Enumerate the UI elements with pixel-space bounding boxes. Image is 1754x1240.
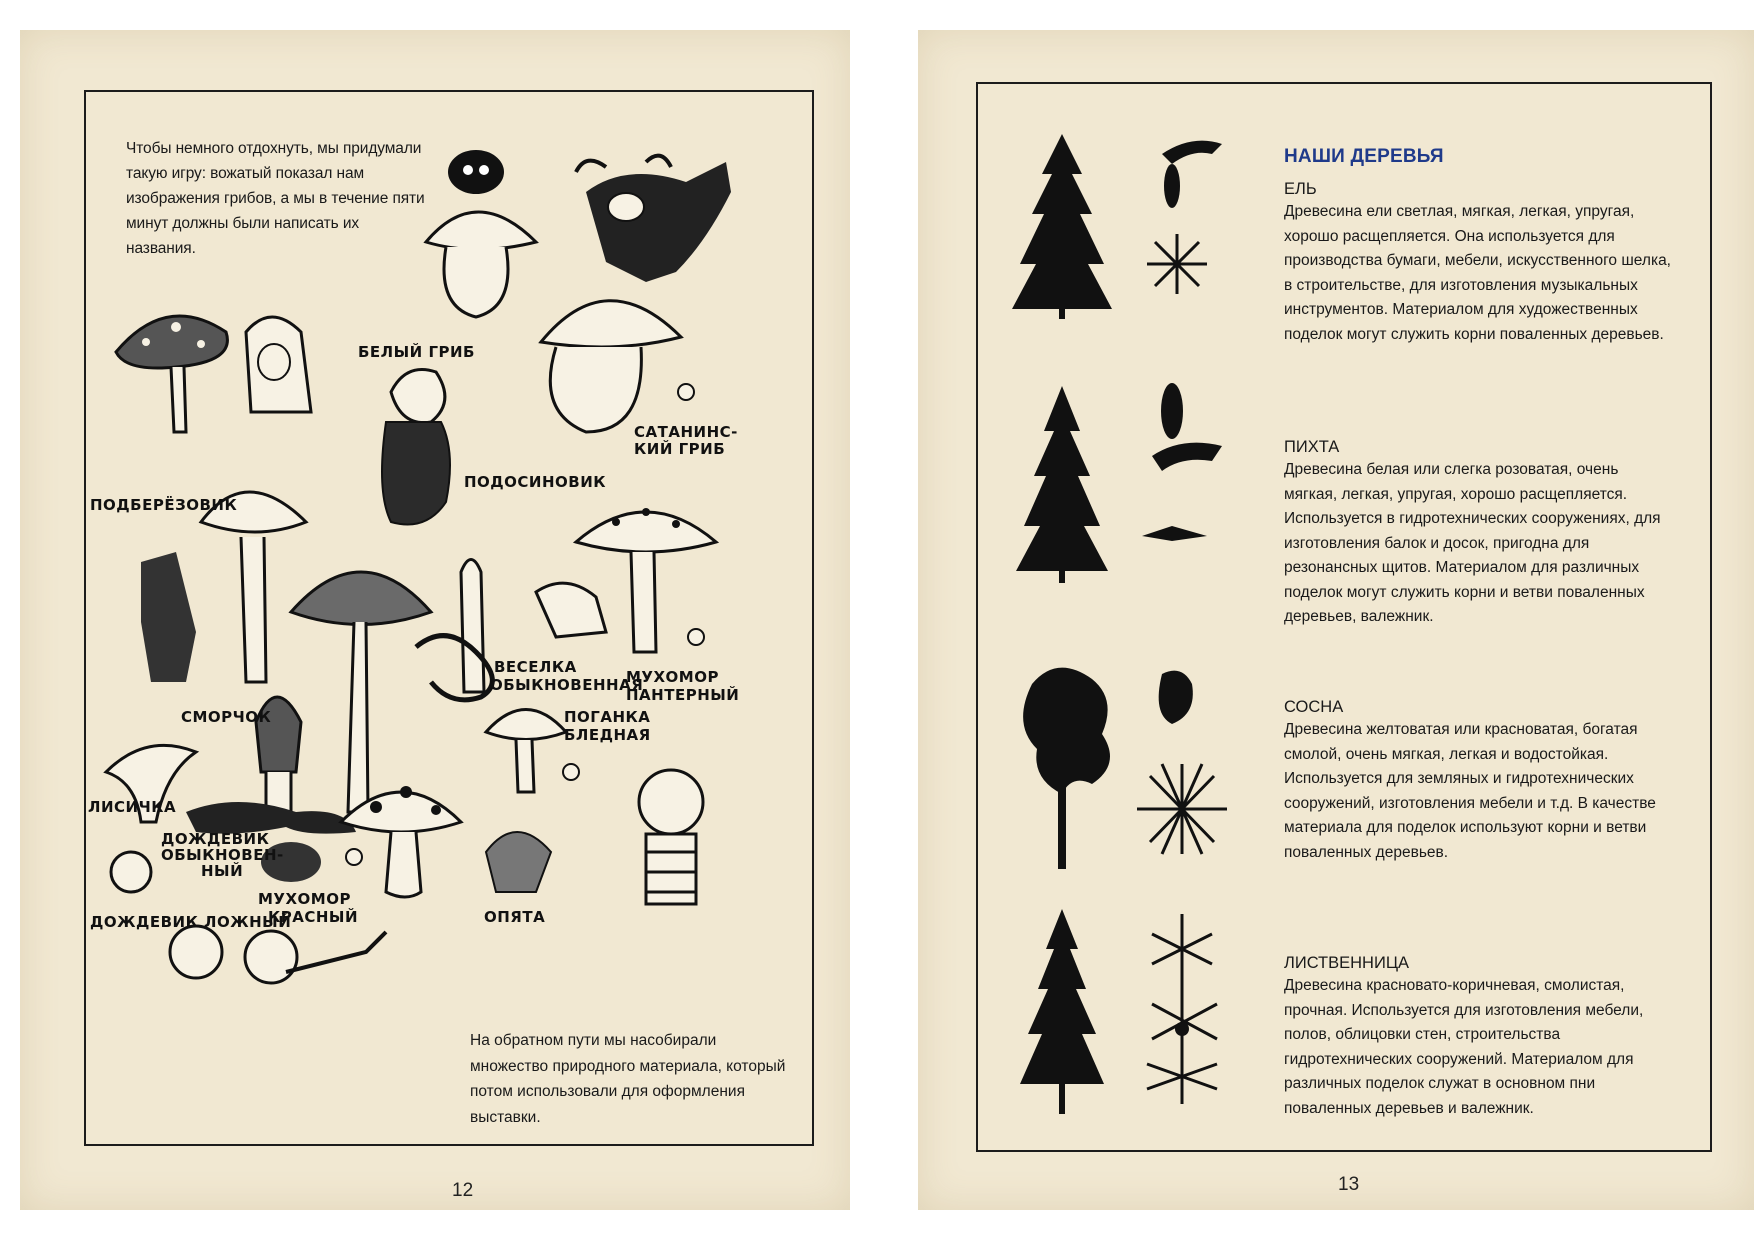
tree-spruce — [1284, 178, 1674, 347]
label-veselka-2: ОБЫКНОВЕННАЯ — [490, 676, 644, 694]
label-beliy: БЕЛЫЙ ГРИБ — [358, 343, 475, 361]
larch-icon — [1012, 904, 1262, 1124]
spotted-mushroom-drawing — [116, 316, 227, 432]
label-poganka-2: БЛЕДНАЯ — [564, 726, 651, 744]
panther-mushroom-drawing — [536, 508, 716, 652]
pine-icon — [1012, 654, 1262, 874]
death-cap-drawing — [486, 710, 566, 793]
label-dozhdevik-3: НЫЙ — [201, 862, 244, 880]
label-poganka-1: ПОГАНКА — [564, 708, 651, 726]
old-woman-drawing — [246, 317, 311, 412]
tree-fir-text: Древесина белая или слегка розоватая, очень мягкая, легкая, упругая, хорошо расщепляется. Используется в гидротехнических сооружениях, для изготовления балок и досок, пригодна для резонансных щитов. Материалом для различных поделок могут служить корни и ветви поваленных деревьев, валежник. — [1284, 461, 1661, 625]
label-podberezovik: ПОДБЕРЁЗОВИК — [90, 496, 238, 514]
boy-drawing — [639, 770, 703, 904]
fir-icon — [1012, 376, 1252, 586]
page-number-right: 13 — [1338, 1174, 1360, 1195]
fox-drawing — [186, 802, 356, 834]
tree-fir — [1284, 436, 1674, 630]
label-satanic-2: КИЙ ГРИБ — [634, 440, 726, 458]
right-page — [918, 30, 1754, 1210]
tree-larch — [1284, 952, 1674, 1121]
label-panther-2: ПАНТЕРНЫЙ — [626, 686, 740, 704]
tree-spruce-text: Древесина ели светлая, мягкая, легкая, упругая, хорошо расщепляется. Она используется для производства бумаги, мебели, искусственного шелка, в строительстве, для изготовления музыкальных инструментов. Материалом для художественных поделок могут служить корни поваленных деревьев. — [1284, 203, 1671, 343]
label-veselka-1: ВЕСЕЛКА — [494, 658, 577, 676]
label-lisichka: ЛИСИЧКА — [88, 798, 177, 816]
spruce-icon — [1012, 124, 1252, 324]
label-satanic-1: САТАНИНС- — [634, 423, 738, 441]
honey-mushrooms-drawing — [486, 832, 551, 892]
left-page-frame — [84, 90, 814, 1146]
label-false-puffball: ДОЖДЕВИК ЛОЖНЫЙ — [90, 913, 292, 931]
white-mushroom-drawing — [426, 150, 536, 317]
section-title: НАШИ ДЕРЕВЬЯ — [1284, 146, 1444, 167]
mushroom-illustrations — [86, 92, 812, 1144]
label-panther-1: МУХОМОР — [626, 668, 719, 686]
label-podosinovik: ПОДОСИНОВИК — [464, 473, 607, 491]
tree-larch-text: Древесина красновато-коричневая, смолистая, прочная. Используется для изготовления мебели, полов, облицовки стен, строительства гидротехнических сооружений. Материалом для различных поделок служат в основном пни поваленных деревьев и валежник. — [1284, 977, 1644, 1117]
podberezovik-drawing — [141, 492, 306, 682]
tree-spruce-name: ЕЛЬ — [1284, 180, 1317, 198]
devil-drawing — [576, 156, 731, 282]
label-smorchok: СМОРЧОК — [181, 708, 272, 726]
tree-pine — [1284, 696, 1674, 865]
page-number-left: 12 — [452, 1180, 474, 1201]
tree-pine-text: Древесина желтоватая или красноватая, богатая смолой, очень мягкая, легкая и водостойкая. Используется для земляных и гидротехнических сооружений, изготовления мебели и т.д. В качестве материала для поделок используют корни и ветви поваленных деревьев. — [1284, 721, 1656, 861]
tree-larch-name: ЛИСТВЕННИЦА — [1284, 954, 1410, 972]
podosinovik-drawing — [382, 370, 450, 525]
satanic-mushroom-drawing — [541, 301, 694, 432]
left-page — [20, 30, 850, 1210]
intro-paragraph: Чтобы немного отдохнуть, мы придумали такую игру: вожатый показал нам изображения грибов, а мы в течение пяти минут должны были написать их названия. — [126, 140, 425, 257]
children-drawing — [170, 926, 386, 983]
veselka-drawing — [416, 560, 492, 700]
tree-fir-name: ПИХТА — [1284, 438, 1340, 456]
label-dozhdevik-2: ОБЫКНОВЕН- — [161, 846, 284, 864]
outro-paragraph: На обратном пути мы насобирали множество природного материала, который потом использовали для оформления выставки. — [470, 1032, 786, 1126]
label-red-2: КРАСНЫЙ — [268, 908, 359, 926]
right-page-frame — [976, 82, 1712, 1152]
label-red-1: МУХОМОР — [258, 890, 351, 908]
label-opyata: ОПЯТА — [484, 908, 546, 926]
label-dozhdevik-1: ДОЖДЕВИК — [161, 830, 270, 848]
tree-pine-name: СОСНА — [1284, 698, 1344, 716]
parasol-mushroom-drawing — [291, 572, 431, 812]
